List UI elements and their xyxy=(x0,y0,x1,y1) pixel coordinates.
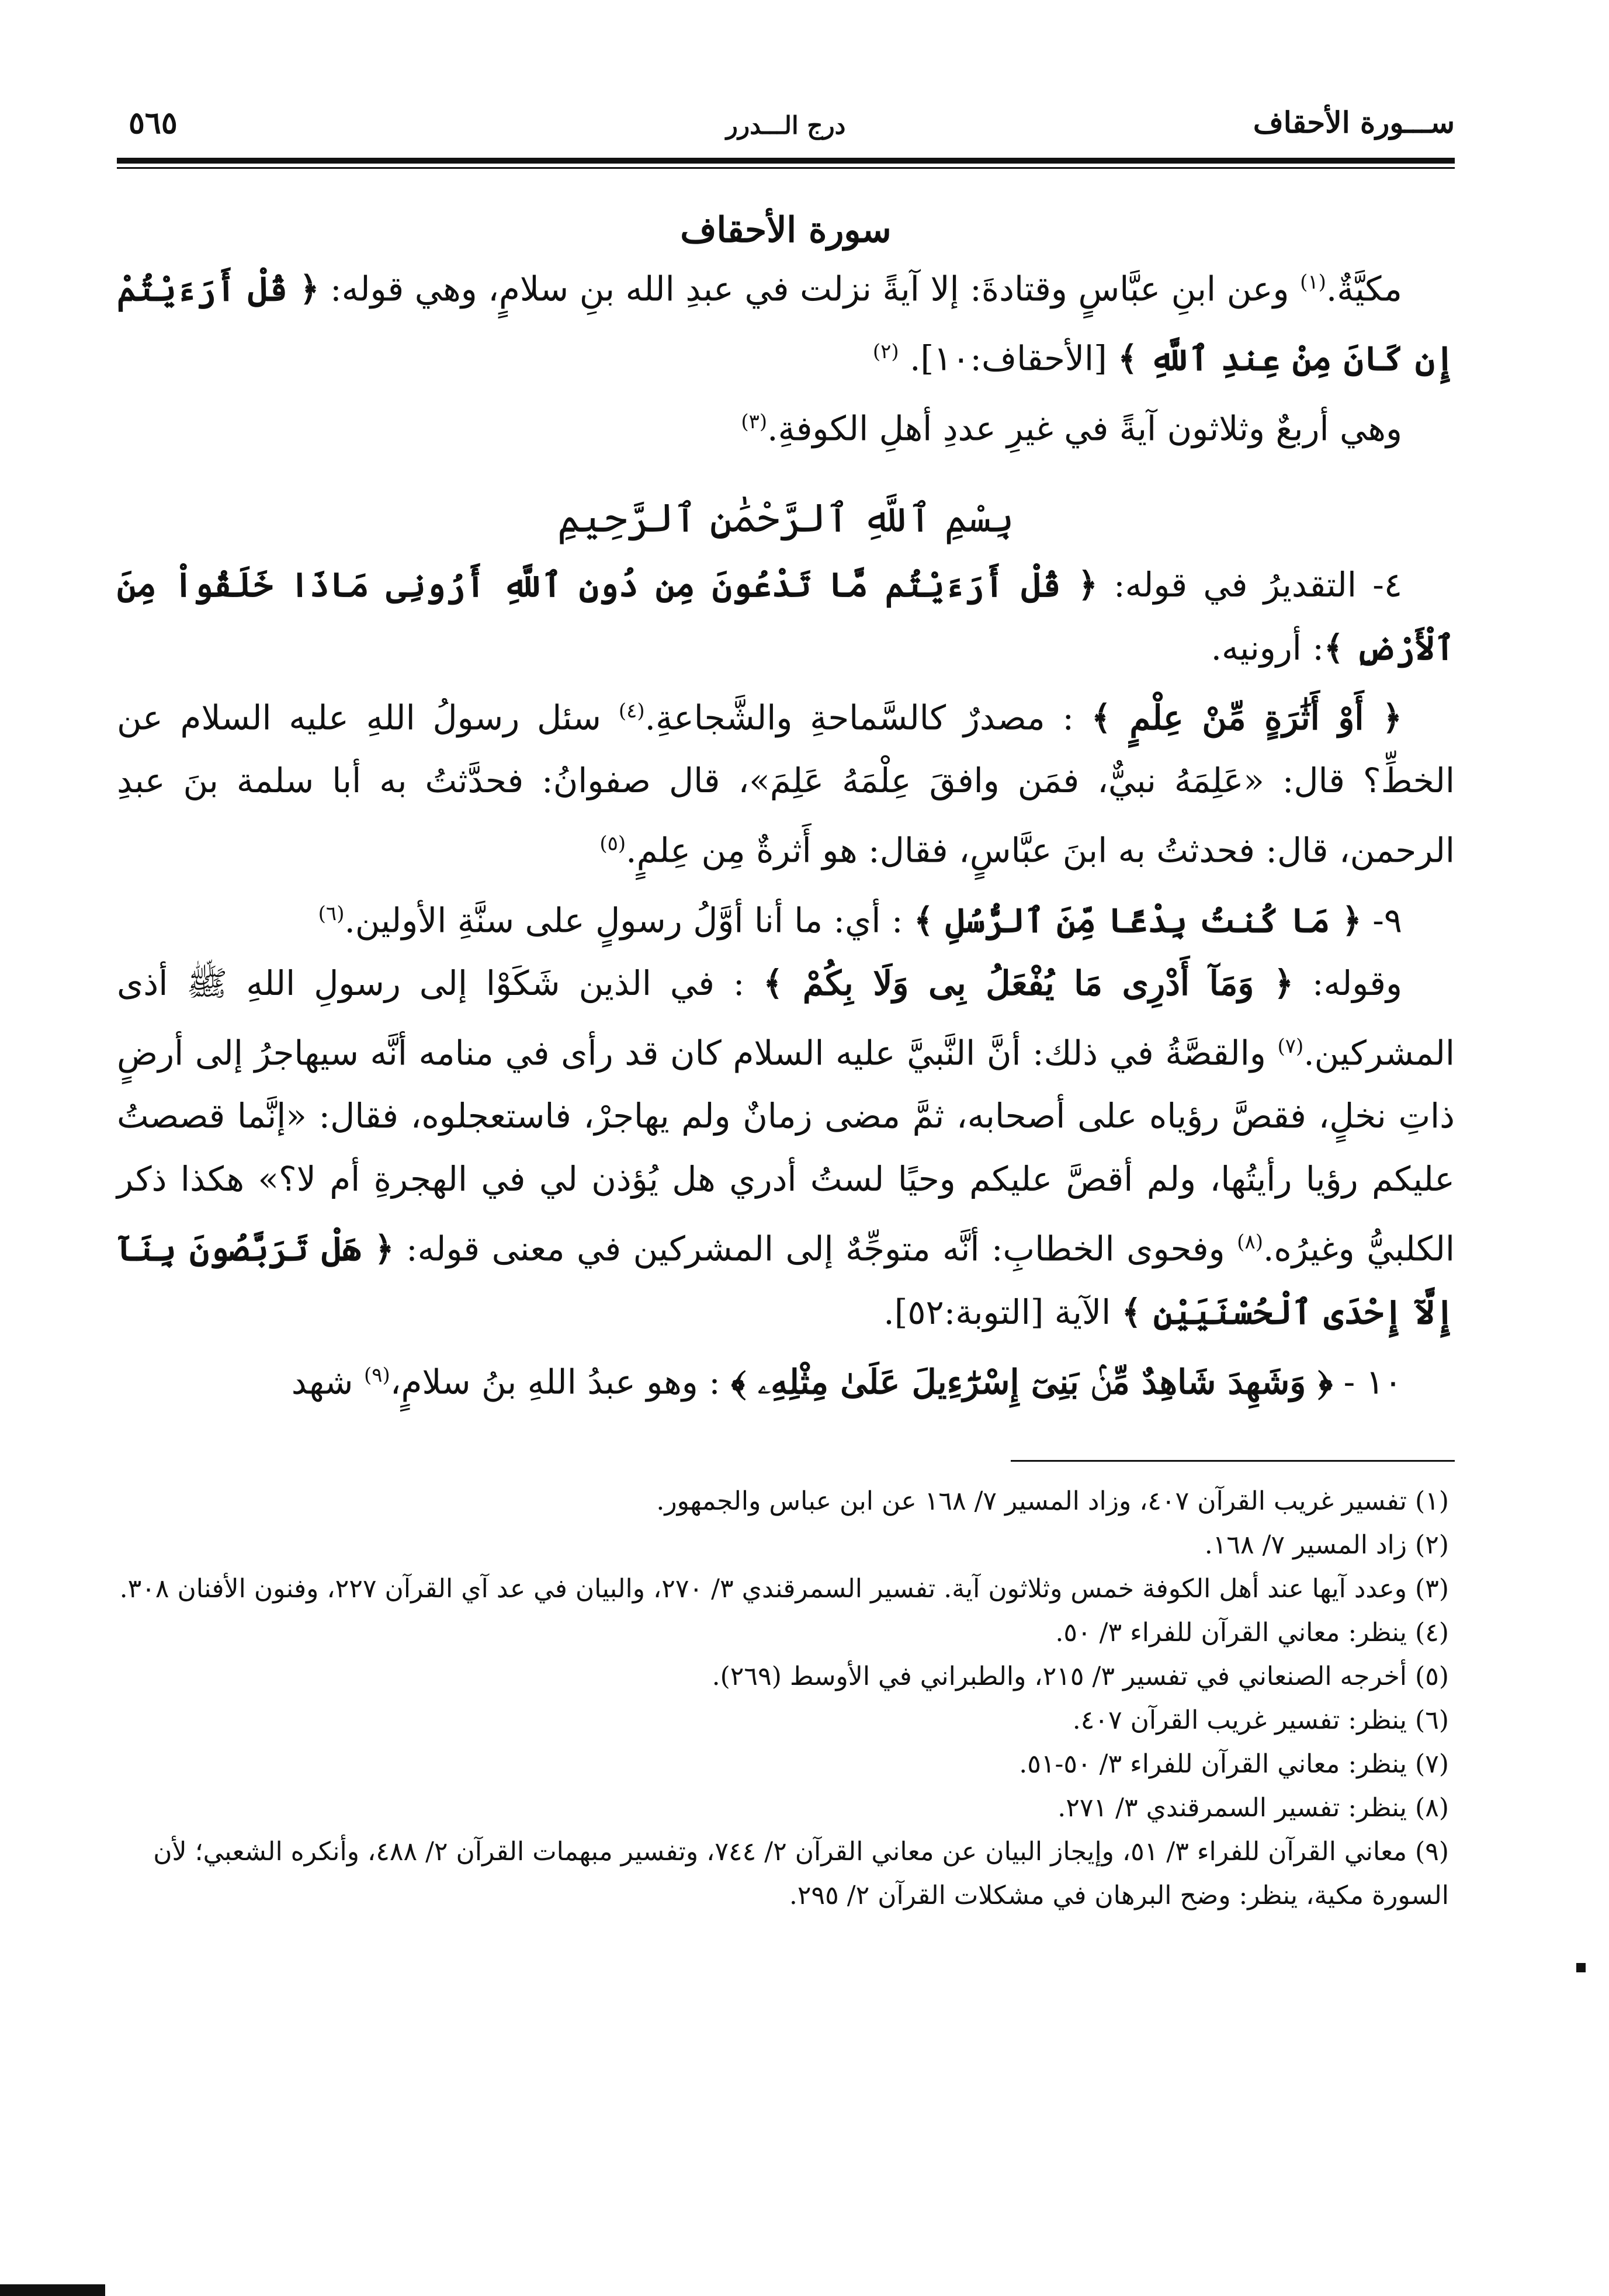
footnote-ref: (٣) xyxy=(741,410,768,433)
quran-verse: ﴿ أَوْ أَثَٰرَةٍ مِّنْ عِلْمٍ ﴾ xyxy=(1091,698,1402,738)
text: شهد xyxy=(291,1361,364,1402)
text: [الأحقاف:١٠]. xyxy=(910,338,1118,379)
commentary-paragraph xyxy=(117,553,1455,679)
basmala: بِسْمِ ٱللَّهِ ٱلرَّحْمَٰنِ ٱلرَّحِيمِ xyxy=(557,495,1015,542)
footnote-ref: (٥) xyxy=(599,832,626,856)
text: الآية [التوبة:٥٢]. xyxy=(883,1292,1122,1332)
commentary-paragraph xyxy=(117,1344,1455,1413)
footnote-ref: (١) xyxy=(1300,270,1326,294)
book-page xyxy=(117,88,1455,1917)
commentary-paragraph xyxy=(117,952,1455,1344)
commentary-paragraph xyxy=(117,882,1455,952)
footnote: (٨) ينظر: تفسير السمرقندي ٣/ ٢٧١. xyxy=(1057,1792,1449,1823)
commentary-paragraph xyxy=(117,679,1455,882)
footnote: (٥) أخرجه الصنعاني في تفسير ٣/ ٢١٥، والطبراني في الأوسط (٢٦٩). xyxy=(712,1661,1449,1691)
surah-header: ســـورة الأحقاف xyxy=(1253,105,1455,140)
footnote: (٦) ينظر: تفسير غريب القرآن ٤٠٧. xyxy=(1072,1705,1449,1735)
footnote: (٤) ينظر: معاني القرآن للفراء ٣/ ٥٠. xyxy=(1055,1617,1449,1648)
book-title-header: درج الـــدرر xyxy=(726,111,846,140)
page-number: ٥٦٥ xyxy=(129,105,178,141)
footnote-divider xyxy=(1011,1460,1455,1462)
quran-verse: ﴿ قُلْ أَرَءَيْتُم مَّا تَدْعُونَ مِن دُونِ ٱللَّهِ أَرُونِى مَاذَا خَلَقُواْ مِنَ ٱلْأَرْضِ ﴾ xyxy=(117,564,1455,668)
quran-verse: ﴿ وَمَآ أَدْرِى مَا يُفْعَلُ بِى وَلَا بِكُمْ ﴾ xyxy=(763,963,1294,1003)
text: سئل رسولُ اللهِ عليه السلام عن الخطِّ؟ قال: «عَلِمَهُ نبيٌّ، فمَن وافقَ عِلْمَهُ عَلِمَ»، قال صفوانُ: فحدَّثتُ به أبا سلمة بنَ عبدِ الرحمن، قال: فحدثتُ به ابنَ عبَّاسٍ، فقال: هو أَثرةٌ مِن عِلمٍ. xyxy=(117,698,1455,870)
text: مكيَّةٌ. xyxy=(1326,269,1402,309)
footnote-ref: (٧) xyxy=(1277,1034,1304,1058)
text: : في الذين شَكَوْا إلى رسولِ اللهِ ﷺ أذى المشركين. xyxy=(117,963,1455,1073)
footnote: (٢) زاد المسير ٧/ ١٦٨. xyxy=(1204,1529,1449,1560)
header-rule-thin xyxy=(117,167,1455,169)
text: : أرونيه. xyxy=(1211,627,1324,668)
text: وقوله: xyxy=(1294,963,1403,1003)
running-header xyxy=(117,88,1455,152)
footnote: (٧) ينظر: معاني القرآن للفراء ٣/ ٥٠-٥١. xyxy=(1019,1749,1449,1779)
quran-verse: ﴿ مَا كُنتُ بِدْعًا مِّنَ ٱلرُّسُلِ ﴾ xyxy=(913,900,1362,940)
footnote-ref: (٤) xyxy=(618,699,645,723)
text: ٤- التقديرُ في قوله: xyxy=(1097,564,1402,605)
footnote-ref: (٩) xyxy=(363,1363,390,1387)
surah-title: سورة الأحقاف xyxy=(680,210,892,251)
intro-paragraph xyxy=(117,251,1455,390)
quran-verse: ﴿ قُلْ أَرَءَيْتُمْ إِن كَانَ مِنْ عِندِ ٱللَّهِ ﴾ xyxy=(117,269,1455,379)
footnote-ref: (٨) xyxy=(1237,1230,1263,1254)
text: : وهو عبدُ اللهِ بنُ سلامٍ، xyxy=(390,1361,731,1402)
footnote-ref: (٢) xyxy=(872,340,899,364)
quran-verse: ﴿ هَلْ تَرَبَّصُونَ بِنَآ إِلَّآ إِحْدَى ٱلْحُسْنَيَيْنِ ﴾ xyxy=(117,1229,1455,1332)
text: : مصدرٌ كالسَّماحةِ والشَّجاعةِ. xyxy=(644,698,1091,738)
header-rule xyxy=(117,158,1455,164)
verse-count-paragraph xyxy=(117,390,1455,460)
scan-mark xyxy=(1576,1963,1586,1972)
text: وعن ابنِ عبَّاسٍ وقتادةَ: إلا آيةً نزلت في عبدِ الله بنِ سلامٍ، وهي قوله: xyxy=(319,269,1301,309)
text: : أي: ما أنا أوَّلُ رسولٍ على سنَّةِ الأولين. xyxy=(344,900,914,940)
footnote: (٩) معاني القرآن للفراء ٣/ ٥١، وإيجاز البيان عن معاني القرآن ٢/ ٧٤٤، وتفسير مبهمات القرآن ٢/ ٤٨٨، وأنكره الشعبي؛ لأن السورة مكية، ينظر: وضح البرهان في مشكلات القرآن ٢/ ٢٩٥. xyxy=(153,1836,1449,1910)
text: ٩- xyxy=(1361,900,1402,940)
footnote: (١) تفسير غريب القرآن ٤٠٧، وزاد المسير ٧/ ١٦٨ عن ابن عباس والجمهور. xyxy=(656,1486,1449,1516)
footnotes xyxy=(117,1479,1455,1917)
text: والقصَّةُ في ذلك: أنَّ النَّبيَّ عليه السلام كان قد رأى في منامه أنَّه سيهاجرُ إلى أرضٍ ذاتِ نخلٍ، فقصَّ رؤياه على أصحابه، ثمَّ مضى زمانٌ ولم يهاجرْ، فاستعجلوه، فقال: «إنَّما قصصتُ عليكم رؤيا رأيتُها، ولم أقصَّ عليكم وحيًا لستُ أدري هل يُؤذن لي في الهجرةِ أم لا؟» هكذا ذكر الكلبيُّ وغيرُه. xyxy=(117,1033,1455,1269)
footnote: (٣) وعدد آيها عند أهل الكوفة خمس وثلاثون آية. تفسير السمرقندي ٣/ ٢٧٠، والبيان في عد آي القرآن ٢٢٧، وفنون الأفنان ٣٠٨. xyxy=(119,1573,1449,1604)
text: وهي أربعٌ وثلاثون آيةً في غيرِ عددِ أهلِ الكوفةِ. xyxy=(767,408,1402,448)
quran-verse: ﴿ وَشَهِدَ شَاهِدٌ مِّنۢ بَنِىٓ إِسْرَٰٓءِيلَ عَلَىٰ مِثْلِهِۦ ﴾ xyxy=(731,1361,1333,1402)
scan-edge-bar xyxy=(0,2284,105,2296)
footnote-ref: (٦) xyxy=(318,901,345,925)
text: ١٠ - xyxy=(1333,1361,1402,1402)
text: وفحوى الخطابِ: أنَّه متوجِّهٌ إلى المشركين في معنى قوله: xyxy=(394,1229,1237,1269)
